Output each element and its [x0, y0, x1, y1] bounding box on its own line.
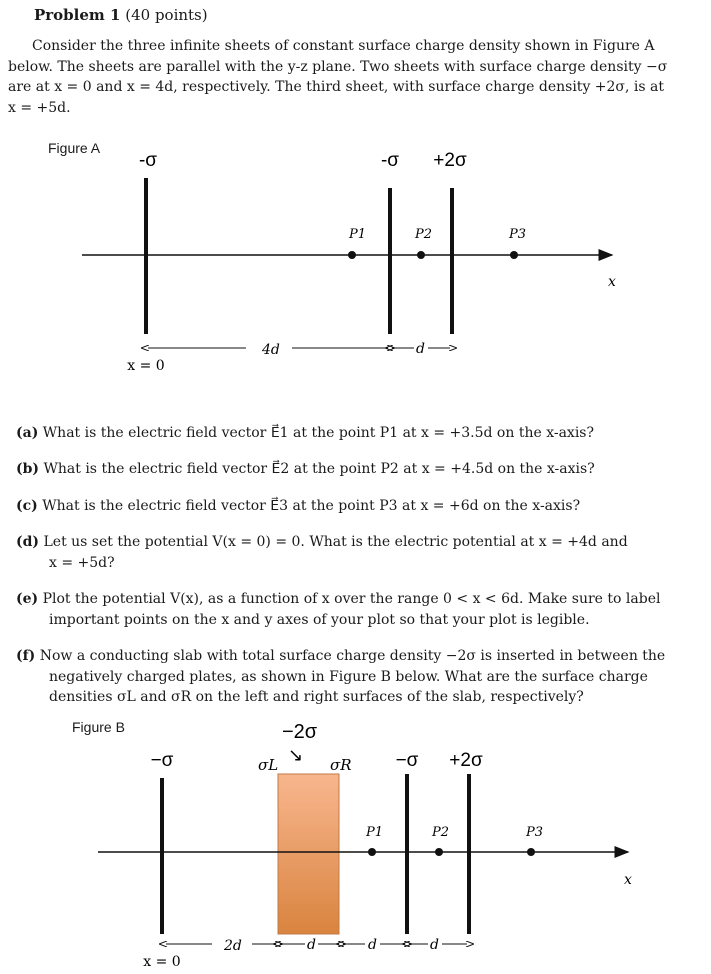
- problem-heading: Problem 1: [34, 6, 121, 24]
- problem-title: [34, 6, 208, 24]
- sigma-l-label: σL: [258, 756, 279, 774]
- intro-line: below. The sheets are parallel with the y-z plane. Two sheets with surface charge density −σ: [8, 58, 668, 75]
- dim-b-label-2d: 2d: [224, 938, 242, 954]
- point-b-p2: [435, 848, 443, 856]
- sheet-b-label-3: +2σ: [449, 750, 483, 771]
- intro-paragraph: [8, 36, 708, 118]
- point-b-p1: [368, 848, 376, 856]
- origin-b-label: x = 0: [143, 954, 181, 970]
- point-p1: [348, 251, 356, 259]
- intro-line: Consider the three infinite sheets of constant surface charge density shown in Figure A: [32, 38, 655, 54]
- dim-b-label-d1: d: [307, 937, 316, 953]
- sheet-label-1: -σ: [138, 150, 158, 171]
- intro-line: x = +5d.: [8, 99, 71, 116]
- question-b: (b) What is the electric field vector E⃗2 at the point P2 at x = +4.5d on the x-axis?: [16, 461, 595, 477]
- origin-label: x = 0: [127, 358, 165, 374]
- question-f: (f) Now a conducting slab with total surface charge density −2σ is inserted in between the negatively charged plates, as shown in Figure B below. What are the surface charge densities σL and σR on the left and right surfaces of the slab, respectively?: [16, 648, 666, 705]
- figure-a-label: Figure A: [48, 140, 101, 156]
- dim-label-4d: 4d: [262, 342, 280, 358]
- question-a: (a) What is the electric field vector E⃗1 at the point P1 at x = +3.5d on the x-axis?: [16, 425, 594, 441]
- problem-points: (40 points): [125, 6, 208, 24]
- point-b-p1-label: P1: [366, 825, 384, 840]
- sheet-b-label-2: −σ: [395, 750, 419, 771]
- point-b-p3: [527, 848, 535, 856]
- point-p2: [417, 251, 425, 259]
- sigma-r-label: σR: [330, 756, 352, 774]
- figure-a-diagram: [0, 140, 711, 380]
- point-p3: [510, 251, 518, 259]
- x-axis-label: x: [608, 274, 616, 290]
- sheet-label-3: +2σ: [433, 150, 467, 171]
- dim-label-d: d: [416, 341, 425, 357]
- question-e: (e) Plot the potential V(x), as a function of x over the range 0 < x < 6d. Make sure to label important points on the x and y axes of your plot so that your plot is legible.: [16, 591, 661, 628]
- slab-charge-label: −2σ: [282, 721, 318, 743]
- point-p3-label: P3: [509, 227, 527, 242]
- point-p1-label: P1: [349, 227, 367, 242]
- intro-line: are at x = 0 and x = 4d, respectively. The third sheet, with surface charge density +2σ, is at: [8, 79, 664, 95]
- dim-b-label-d3: d: [430, 937, 439, 953]
- x-axis-b-label: x: [624, 872, 632, 888]
- slab-arrow: ↘: [288, 745, 304, 765]
- point-b-p3-label: P3: [526, 825, 544, 840]
- point-b-p2-label: P2: [432, 825, 450, 840]
- question-d: (d) Let us set the potential V(x = 0) = 0. What is the electric potential at x = +4d and x = +5d?: [16, 534, 628, 571]
- sheet-b-label-1: −σ: [150, 750, 174, 771]
- point-p2-label: P2: [415, 227, 433, 242]
- figure-b-label: Figure B: [72, 719, 125, 735]
- sheet-label-2: -σ: [380, 150, 400, 171]
- figure-b-diagram: [0, 712, 711, 974]
- conducting-slab: [278, 774, 339, 934]
- question-c: (c) What is the electric field vector E⃗3 at the point P3 at x = +6d on the x-axis?: [16, 498, 581, 514]
- dim-b-label-d2: d: [368, 937, 377, 953]
